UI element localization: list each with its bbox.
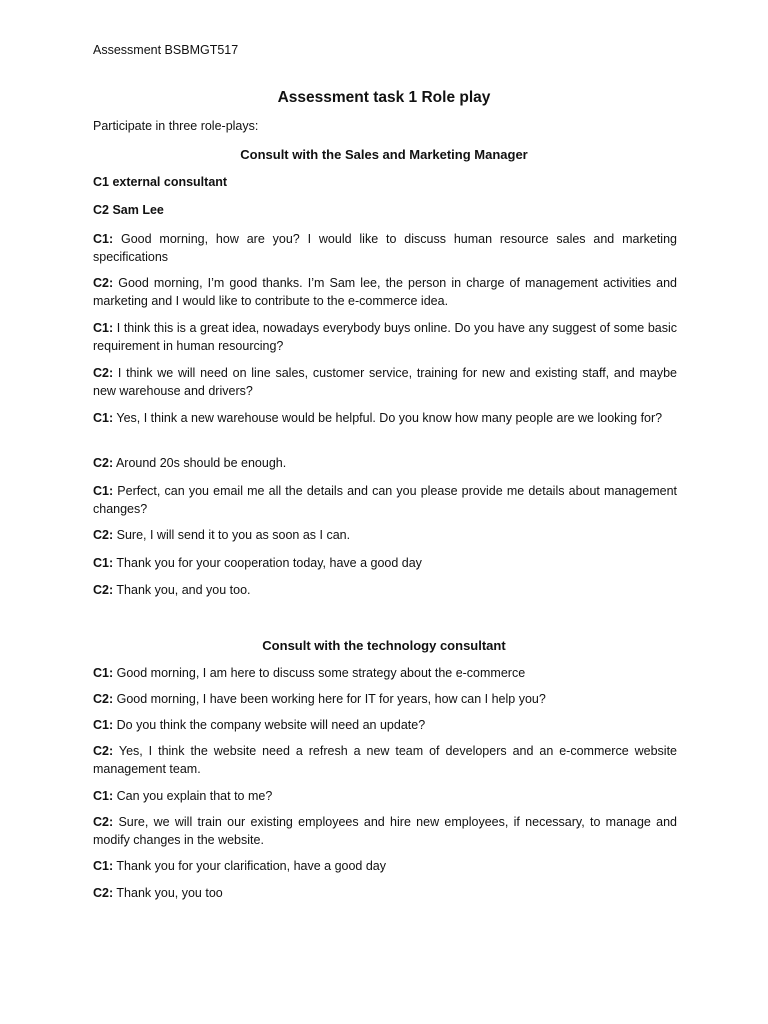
speaker-label: C1: xyxy=(93,411,114,425)
speaker-label: C2: xyxy=(93,456,114,470)
speaker-label: C2: xyxy=(93,528,114,542)
dialogue-text: Good morning, I am here to discuss some strategy about the e-commerce xyxy=(113,666,526,680)
speaker-label: C1: xyxy=(93,666,114,680)
speaker-label: C2: xyxy=(93,366,114,380)
dialogue-line xyxy=(93,482,677,518)
document-header: Assessment BSBMGT517 xyxy=(93,43,239,57)
participant-c1: C1 external consultant xyxy=(93,175,228,189)
dialogue-text: I think we will need on line sales, customer service, training for new and existing staff, and maybe new warehouse and drivers? xyxy=(93,366,677,398)
dialogue-line xyxy=(93,884,677,902)
dialogue-text: Perfect, can you email me all the details and can you please provide me details about management changes? xyxy=(93,484,677,516)
dialogue-line xyxy=(93,716,677,734)
dialogue-text: Good morning, how are you? I would like to discuss human resource sales and marketing specifications xyxy=(93,232,677,264)
speaker-label: C2: xyxy=(93,886,114,900)
dialogue-line xyxy=(93,787,677,805)
speaker-label: C1: xyxy=(93,484,114,498)
speaker-label: C2: xyxy=(93,815,114,829)
speaker-label: C2: xyxy=(93,583,114,597)
dialogue-text: Can you explain that to me? xyxy=(113,789,273,803)
speaker-label: C1: xyxy=(93,232,114,246)
dialogue-text: Good morning, I’m good thanks. I’m Sam lee, the person in charge of management activities and marketing and I would like to contribute to the e-commerce idea. xyxy=(93,276,677,308)
document-title: Assessment task 1 Role play xyxy=(277,89,491,106)
dialogue-line xyxy=(93,319,677,355)
dialogue-text: Thank you for your clarification, have a good day xyxy=(113,859,387,873)
speaker-label: C1: xyxy=(93,718,114,732)
section1-title: Consult with the Sales and Marketing Manager xyxy=(240,147,528,162)
dialogue-line xyxy=(93,364,677,400)
dialogue-text: Around 20s should be enough. xyxy=(113,456,287,470)
speaker-label: C1: xyxy=(93,789,114,803)
dialogue-text: I think this is a great idea, nowadays everybody buys online. Do you have any suggest of some basic requirement in human resourcing? xyxy=(93,321,677,353)
participant-c2: C2 Sam Lee xyxy=(93,203,164,217)
dialogue-text: Sure, we will train our existing employees and hire new employees, if necessary, to manage and modify changes in the website. xyxy=(93,815,677,847)
dialogue-text: Sure, I will send it to you as soon as I can. xyxy=(113,528,351,542)
dialogue-line xyxy=(93,554,677,572)
section2-title: Consult with the technology consultant xyxy=(262,638,506,653)
dialogue-line xyxy=(93,813,677,849)
speaker-label: C2: xyxy=(93,276,114,290)
dialogue-line xyxy=(93,230,677,266)
dialogue-line xyxy=(93,742,677,778)
dialogue-line xyxy=(93,526,677,544)
dialogue-text: Do you think the company website will need an update? xyxy=(113,718,426,732)
dialogue-text: Yes, I think the website need a refresh a new team of developers and an e-commerce website management team. xyxy=(93,744,677,776)
speaker-label: C1: xyxy=(93,556,114,570)
dialogue-text: Thank you, and you too. xyxy=(113,583,251,597)
dialogue-line xyxy=(93,664,677,682)
dialogue-line xyxy=(93,581,677,599)
dialogue-line xyxy=(93,690,677,708)
dialogue-text: Thank you for your cooperation today, have a good day xyxy=(113,556,422,570)
speaker-label: C2: xyxy=(93,744,114,758)
dialogue-text: Good morning, I have been working here for IT for years, how can I help you? xyxy=(113,692,546,706)
dialogue-line xyxy=(93,454,677,472)
dialogue-line xyxy=(93,274,677,310)
dialogue-line xyxy=(93,409,677,427)
dialogue-line xyxy=(93,857,677,875)
speaker-label: C1: xyxy=(93,321,114,335)
dialogue-text: Thank you, you too xyxy=(113,886,223,900)
speaker-label: C2: xyxy=(93,692,114,706)
dialogue-text: Yes, I think a new warehouse would be helpful. Do you know how many people are we looking for? xyxy=(113,411,663,425)
intro-text: Participate in three role-plays: xyxy=(93,119,259,133)
speaker-label: C1: xyxy=(93,859,114,873)
